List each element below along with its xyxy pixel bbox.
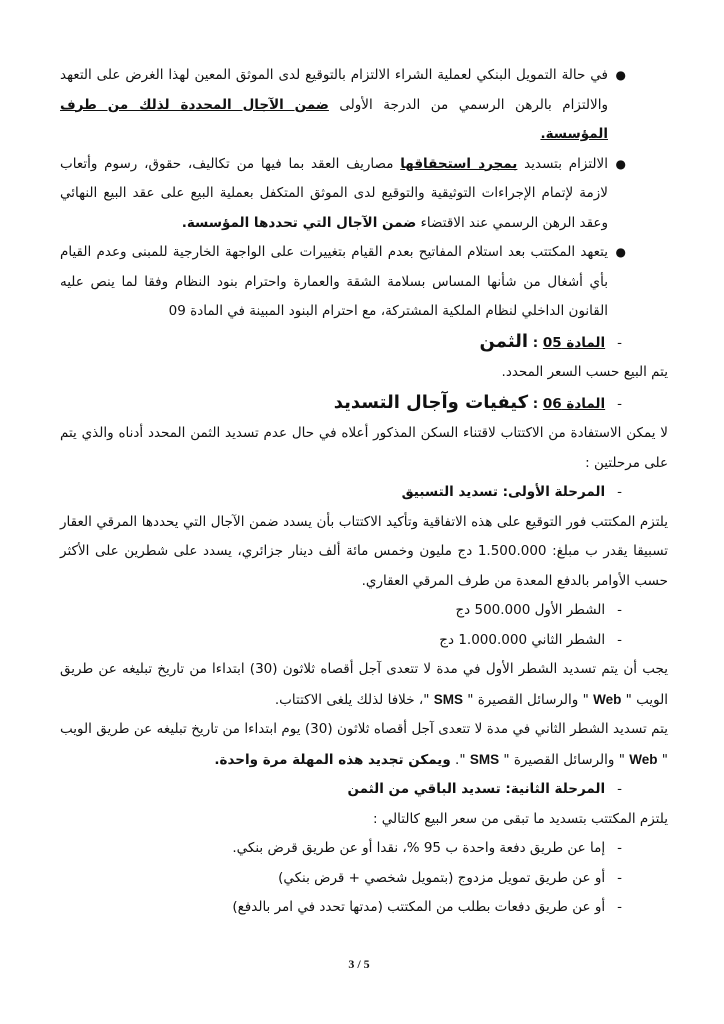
- phase-title: المرحلة الأولى: تسديد التسبيق: [401, 484, 606, 500]
- web-term: Web: [629, 751, 658, 767]
- document-page: [60, 0, 668, 972]
- bullet-item: [60, 238, 668, 327]
- dash: -: [617, 395, 622, 412]
- phase-2-text: يلتزم المكتتب بتسديد ما تبقى من سعر البيع كالتالي :: [372, 810, 668, 827]
- bullet-paragraph: [60, 238, 608, 327]
- page-footer: [60, 957, 668, 972]
- dash: -: [617, 781, 622, 797]
- bullet-item: [60, 150, 668, 239]
- web-term: Web: [593, 691, 622, 707]
- list-item: [60, 893, 668, 923]
- item-text: إما عن طريق دفعة واحدة ب 95 %، نقدا أو عن طريق قرض بنكي.: [232, 840, 606, 856]
- dash: -: [617, 631, 622, 648]
- text: في حالة التمويل البنكي لعملية الشراء الالتزام بالتوقيع لدى الموثق المعين لهذا الغرض على التعهد والالتزام بالرهن الرسمي من الدرجة الأولى: [60, 67, 608, 113]
- list-item: [60, 626, 668, 656]
- item-text: الشطر الأول 500.000 دج: [455, 602, 606, 618]
- emphasis-text: ضمن الآجال المحددة لذلك من طرف المؤسسة.: [60, 96, 608, 142]
- sms-term: SMS: [433, 691, 463, 707]
- article-label: المادة 05: [542, 334, 606, 351]
- phase-title: المرحلة الثانية: تسديد الباقي من الثمن: [347, 781, 606, 797]
- emphasis-text: بمجرد استحقاقها: [400, 155, 518, 172]
- phase-1-heading: [60, 478, 668, 508]
- bullet-paragraph: [60, 61, 608, 150]
- dash: -: [617, 899, 622, 915]
- article-label: المادة 06: [542, 395, 606, 412]
- dash: -: [617, 869, 622, 886]
- separator: :: [528, 334, 543, 351]
- bullet-item: [60, 61, 668, 150]
- list-item: [60, 834, 668, 864]
- phase-1-paragraph-2: [60, 715, 668, 775]
- text: يجب أن يتم تسديد الشطر الأول في مدة لا تتعدى آجل أقصاه ثلاثون (30) ابتداءا من تاريخ تبليغه عن طريق الويب ": [60, 661, 668, 708]
- separator: :: [528, 395, 543, 412]
- text: ".: [450, 751, 470, 768]
- phase-2-heading: [60, 775, 668, 805]
- list-item: [60, 864, 668, 894]
- bullet-icon: ●: [615, 156, 626, 171]
- text: الالتزام بتسديد: [517, 155, 608, 172]
- page-number: 3 / 5: [348, 956, 370, 971]
- article-06-heading: [60, 388, 668, 420]
- text: " والرسائل القصيرة ": [499, 751, 630, 768]
- text: "، خلافا لذلك يلغى الاكتتاب.: [274, 691, 434, 708]
- dash: -: [617, 602, 622, 618]
- dash: -: [617, 334, 622, 351]
- phase-1-text: يلتزم المكتتب فور التوقيع على هذه الاتفاقية وتأكيد الاكتتاب بأن يسدد ضمن الآجال التي يحددها المرقي العقار تسبيقا يقدر ب مبلغ: 1.500.000 دج مليون وخمس مائة ألف دينار جزائري، يسدد على شطرين على الأكثر حسب الأوامر بالدفع المعدة من طرف المرقي العقاري.: [60, 513, 668, 589]
- item-text: أو عن طريق تمويل مزدوج (بتمويل شخصي + قرض بنكي): [278, 869, 606, 886]
- emphasis-text: ويمكن تجديد هذه المهلة مرة واحدة.: [214, 751, 451, 768]
- item-text: الشطر الثاني 1.000.000 دج: [439, 631, 606, 648]
- bullet-paragraph: [60, 150, 608, 239]
- phase-1-paragraph-1: [60, 655, 668, 715]
- item-text: أو عن طريق دفعات بطلب من المكتتب (مدتها تحدد في امر بالدفع): [232, 899, 606, 915]
- text: " والرسائل القصيرة ": [462, 691, 594, 708]
- article-06-text: لا يمكن الاستفادة من الاكتتاب لاقتناء السكن المذكور أعلاه في حال عدم تسديد الثمن المحدد أدناه والذي يتم على مرحلتين :: [60, 425, 668, 471]
- bullet-icon: ●: [615, 68, 626, 82]
- article-title: كيفيات وآجال التسديد: [333, 391, 529, 413]
- sms-term: SMS: [469, 751, 500, 767]
- bullet-icon: ●: [615, 245, 626, 259]
- dash: -: [617, 484, 622, 500]
- text: مصاريف العقد بما فيها من تكاليف، حقوق، رسوم وأتعاب لازمة لإتمام الإجراءات التوثيقية والتوقيع لدى الموثق المتكفل بعملية البيع على عقد البيع النهائي وعقد الرهن الرسمي عند الاقتضاء: [60, 155, 608, 231]
- article-05-text: يتم البيع حسب السعر المحدد.: [501, 364, 668, 380]
- dash: -: [617, 840, 622, 856]
- article-05-heading: [60, 327, 668, 359]
- list-item: [60, 596, 668, 626]
- emphasis-text: ضمن الآجال التي تحددها المؤسسة.: [181, 214, 417, 231]
- text: يتم تسديد الشطر الثاني في مدة لا تتعدى آجل أقصاه ثلاثون (30) يوم ابتداءا من تاريخ تبليغه عن طريق الويب ": [60, 721, 668, 768]
- article-title: الثمن: [479, 330, 529, 352]
- text: يتعهد المكتتب بعد استلام المفاتيح بعدم القيام بتغييرات على الواجهة الخارجية للمبنى وعدم القيام بأي أشغال من شأنها المساس بسلامة الشقة والعمارة واحترام بنود النظام وفقا لما ينص عليه القانون الداخلي لنظام الملكية المشتركة، مع احترام البنود المبينة في المادة 09: [60, 244, 608, 319]
